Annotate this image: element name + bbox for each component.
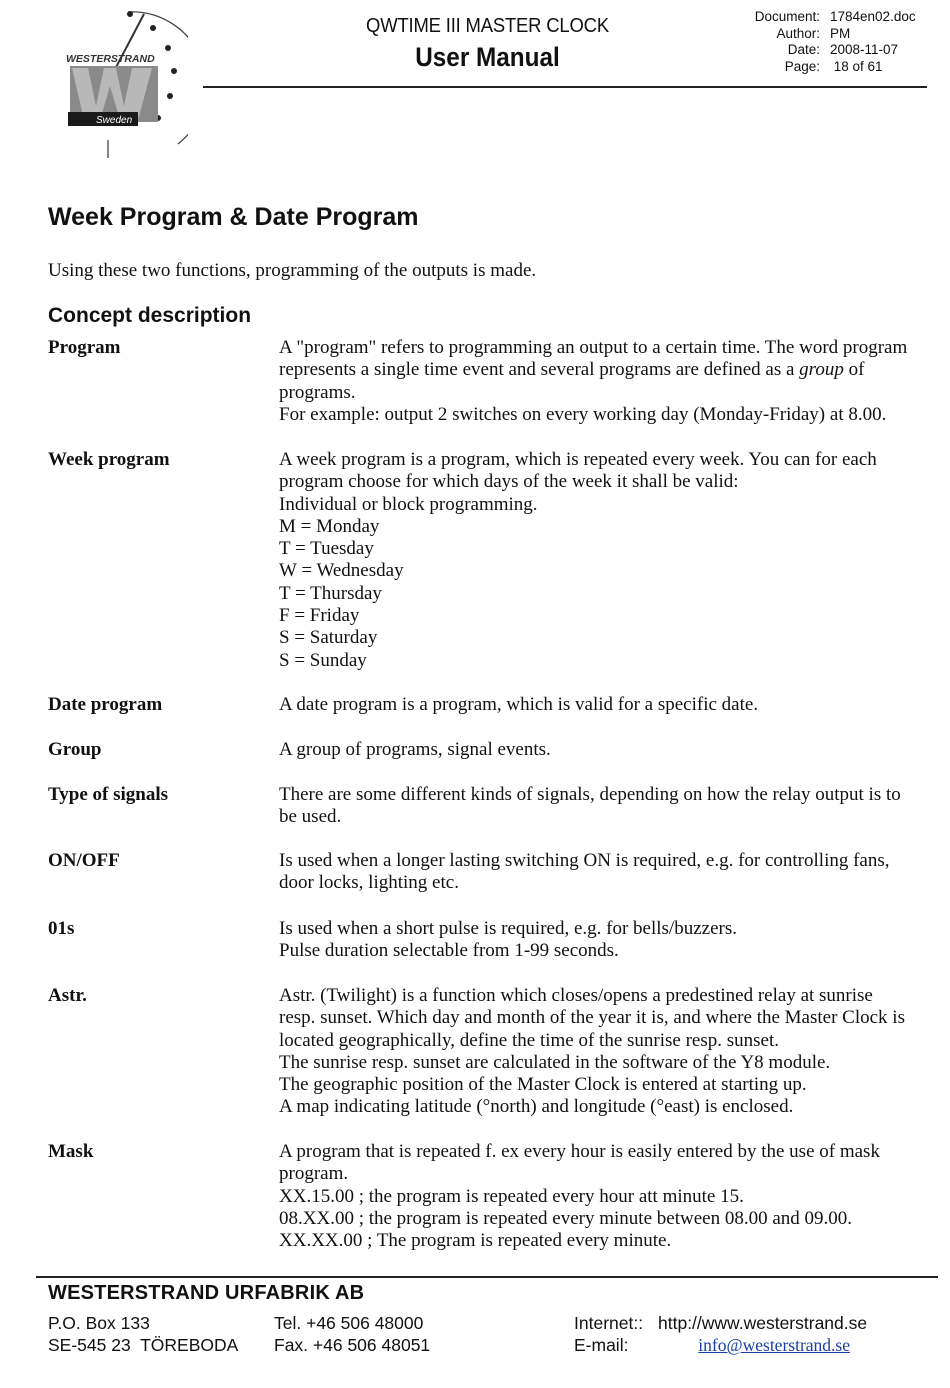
westerstrand-logo: [58, 8, 188, 160]
definition-line: [279, 359, 939, 381]
address-line: P.O. Box 133: [48, 1313, 150, 1333]
line-text: T = Tuesday: [279, 538, 374, 560]
footer-divider: [36, 1276, 938, 1278]
meta-value: 18 of 61: [830, 58, 883, 74]
term-mask: Mask: [48, 1141, 94, 1162]
footer-phone: [274, 1312, 430, 1356]
line-text: resp. sunset. Which day and month of the year it is, and where the Master Clock is: [279, 1007, 905, 1029]
definition-line: [279, 583, 939, 605]
definition-line: [279, 605, 939, 627]
term-program: Program: [48, 337, 121, 358]
definition-line: [279, 1052, 939, 1074]
definition-line: [279, 784, 939, 806]
definition-line: [279, 404, 939, 426]
email-label: E-mail:: [574, 1335, 629, 1355]
definition-group: [279, 739, 939, 761]
meta-label: Page:: [784, 58, 820, 74]
meta-row-author: [738, 26, 916, 43]
document-title: QWTIME III MASTER CLOCK: [366, 14, 609, 37]
meta-value: 2008-11-07: [830, 42, 899, 57]
email-link[interactable]: info@westerstrand.se: [698, 1335, 850, 1355]
definition-line: [279, 850, 939, 872]
line-text: door locks, lighting etc.: [279, 872, 459, 894]
line-text: The sunrise resp. sunset are calculated in the software of the Y8 module.: [279, 1051, 831, 1073]
line-text: The geographic position of the Master Clock is entered at starting up.: [279, 1074, 807, 1096]
definition-line: [279, 337, 939, 359]
definition-week-program: [279, 449, 939, 672]
definition-line: [279, 627, 939, 649]
footer-contact-labels: [574, 1312, 643, 1356]
line-text: A map indicating latitude (°north) and longitude (°east) is enclosed.: [279, 1096, 794, 1118]
meta-row-date: [738, 42, 916, 59]
definition-line: [279, 694, 939, 716]
meta-value: PM: [830, 25, 851, 41]
line-text: Astr. (Twilight) is a function which closes/opens a predestined relay at sunrise: [279, 985, 873, 1006]
line-text: A week program is a program, which is repeated every week. You can for each: [279, 449, 877, 470]
line-text: Is used when a short pulse is required, e.g. for bells/buzzers.: [279, 918, 737, 939]
fax-line: Fax. +46 506 48051: [274, 1335, 431, 1355]
term-astr: Astr.: [48, 985, 87, 1006]
meta-label: Date:: [787, 42, 820, 57]
meta-label: Author:: [776, 25, 820, 41]
line-text: A program that is repeated f. ex every hour is easily entered by the use of mask: [279, 1141, 880, 1162]
line-text: A group of programs, signal events.: [279, 739, 551, 760]
line-text: Individual or block programming.: [279, 493, 538, 515]
definition-line: [279, 739, 939, 761]
definition-line: [279, 1007, 939, 1029]
line-text: program choose for which days of the week it shall be valid:: [279, 471, 739, 493]
line-text: 08.XX.00 ; the program is repeated every minute between 08.00 and 09.00.: [279, 1207, 853, 1229]
line-text: XX.15.00 ; the program is repeated every hour att minute 15.: [279, 1185, 744, 1207]
line-text: represents a single time event and several programs are defined as a: [279, 359, 800, 381]
definition-line: [279, 471, 939, 493]
definition-line: [279, 918, 939, 940]
definition-on-off: [279, 850, 939, 895]
address-line: SE-545 23 TÖREBODA: [48, 1335, 239, 1355]
line-text: There are some different kinds of signals, depending on how the relay output is to: [279, 784, 901, 805]
definition-astr: [279, 985, 939, 1119]
header-divider: [203, 86, 927, 88]
footer-address: [48, 1312, 238, 1356]
term-01s: 01s: [48, 918, 75, 939]
term-type-of-signals: Type of signals: [48, 784, 169, 805]
definition-line: [279, 382, 939, 404]
page-heading: Week Program & Date Program: [48, 203, 419, 231]
term-on-off: ON/OFF: [48, 850, 120, 871]
section-heading: Concept description: [48, 304, 252, 327]
footer-contact-values: [658, 1312, 868, 1356]
line-text: A date program is a program, which is valid for a specific date.: [279, 694, 759, 715]
line-text: Is used when a longer lasting switching ON is required, e.g. for controlling fans,: [279, 850, 890, 871]
logo-brand-text: WESTERSTRAND: [66, 53, 155, 65]
line-text: S = Sunday: [279, 649, 367, 671]
definition-line: [279, 806, 939, 828]
definition-line: [279, 985, 939, 1007]
line-text: M = Monday: [279, 515, 380, 537]
meta-row-document: [738, 9, 916, 26]
definition-line: [279, 872, 939, 894]
footer-company: WESTERSTRAND URFABRIK AB: [48, 1282, 365, 1304]
line-text: A "program" refers to programming an output to a certain time. The word program: [279, 337, 908, 358]
line-text: F = Friday: [279, 605, 360, 627]
phone-line: Tel. +46 506 48000: [274, 1313, 424, 1333]
definition-line: [279, 1030, 939, 1052]
internet-label: Internet::: [574, 1313, 644, 1333]
document-meta: [738, 9, 916, 75]
line-text: S = Saturday: [279, 627, 378, 649]
definition-mask: [279, 1141, 939, 1252]
definition-line: [279, 1096, 939, 1118]
definition-line: [279, 560, 939, 582]
line-text: located geographically, define the time of the sunrise resp. sunset.: [279, 1029, 779, 1051]
line-text: of: [843, 359, 865, 381]
definition-line: [279, 1074, 939, 1096]
document-subtitle: User Manual: [415, 42, 560, 72]
definition-line: [279, 449, 939, 471]
definition-date-program: [279, 694, 939, 716]
meta-value: 1784en02.doc: [830, 9, 916, 24]
definition-line: [279, 1208, 939, 1230]
line-text: program.: [279, 1163, 349, 1185]
line-text: programs.: [279, 381, 356, 403]
definition-line: [279, 1163, 939, 1185]
definition-line: [279, 516, 939, 538]
definition-01s: [279, 918, 939, 963]
emphasis-text: group: [799, 359, 844, 381]
line-text: For example: output 2 switches on every working day (Monday-Friday) at 8.00.: [279, 403, 887, 425]
line-text: XX.XX.00 ; The program is repeated every minute.: [279, 1230, 672, 1252]
term-group: Group: [48, 739, 102, 760]
definition-line: [279, 538, 939, 560]
definition-line: [279, 1141, 939, 1163]
line-text: Pulse duration selectable from 1-99 seconds.: [279, 940, 619, 962]
definition-line: [279, 494, 939, 516]
line-text: T = Thursday: [279, 582, 382, 604]
term-date-program: Date program: [48, 694, 163, 715]
website-link[interactable]: http://www.westerstrand.se: [658, 1313, 868, 1333]
term-week-program: Week program: [48, 449, 170, 470]
definition-line: [279, 940, 939, 962]
line-text: be used.: [279, 806, 342, 828]
definition-program: [279, 337, 939, 426]
meta-label: Document:: [754, 9, 820, 24]
definition-line: [279, 650, 939, 672]
definition-line: [279, 1230, 939, 1252]
definition-line: [279, 1186, 939, 1208]
meta-row-page: [738, 59, 916, 76]
intro-paragraph: Using these two functions, programming of the outputs is made.: [48, 260, 537, 281]
logo-country-text: Sweden: [96, 115, 133, 126]
line-text: W = Wednesday: [279, 560, 404, 582]
definition-type-of-signals: [279, 784, 939, 829]
